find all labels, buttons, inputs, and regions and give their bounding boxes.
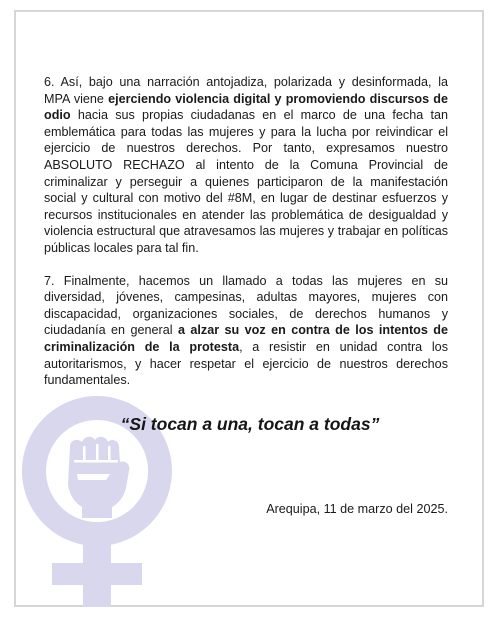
place-date-signoff: Arequipa, 11 de marzo del 2025. bbox=[266, 502, 448, 516]
paragraph-7-emphasis: a alzar su voz en contra de los intentos de criminalización de la protesta bbox=[44, 323, 449, 354]
slogan: “Si tocan a una, tocan a todas” bbox=[120, 414, 380, 434]
paragraph-6 bbox=[44, 74, 448, 257]
statement-body bbox=[44, 74, 448, 405]
paragraph-6-text-1: 6. Así, bajo una narración antojadiza, polarizada y desinformada, la MPA viene bbox=[44, 75, 448, 106]
paragraph-7 bbox=[44, 273, 448, 389]
paragraph-6-emphasis: ejerciendo violencia digital y promoviendo discursos de odio bbox=[44, 91, 448, 123]
paragraph-7-text-2: , a resistir en unidad contra los autoritarismos, y hacer respetar el ejercicio de nuestros derechos fundamentales. bbox=[44, 339, 448, 388]
paragraph-6-text-2: hacia sus propias ciudadanas en el marco de una fecha tan emblemática para todas las mujeres y para la lucha por reivindicar el ejercicio de nuestros derechos. Por tanto, expresamos nuestro ABSOLUTO RECHAZO al intento de la Comuna Provincial de criminalizar y perseguir a quienes participaron de la manifestación social y cultural con motivo del #8M, en lugar de destinar esfuerzos y recursos institucionales en atender las problemática de desigualdad y violencia estructural que atravesamos las mujeres y trabajar en políticas públicas locales para tal fin. bbox=[44, 108, 448, 255]
paragraph-7-text-1: 7. Finalmente, hacemos un llamado a todas las mujeres en su diversidad, jóvenes, campesinas, adultas mayores, mujeres con discapacidad, organizaciones sociales, de derechos humanos y ciudadanía en general bbox=[44, 273, 448, 338]
